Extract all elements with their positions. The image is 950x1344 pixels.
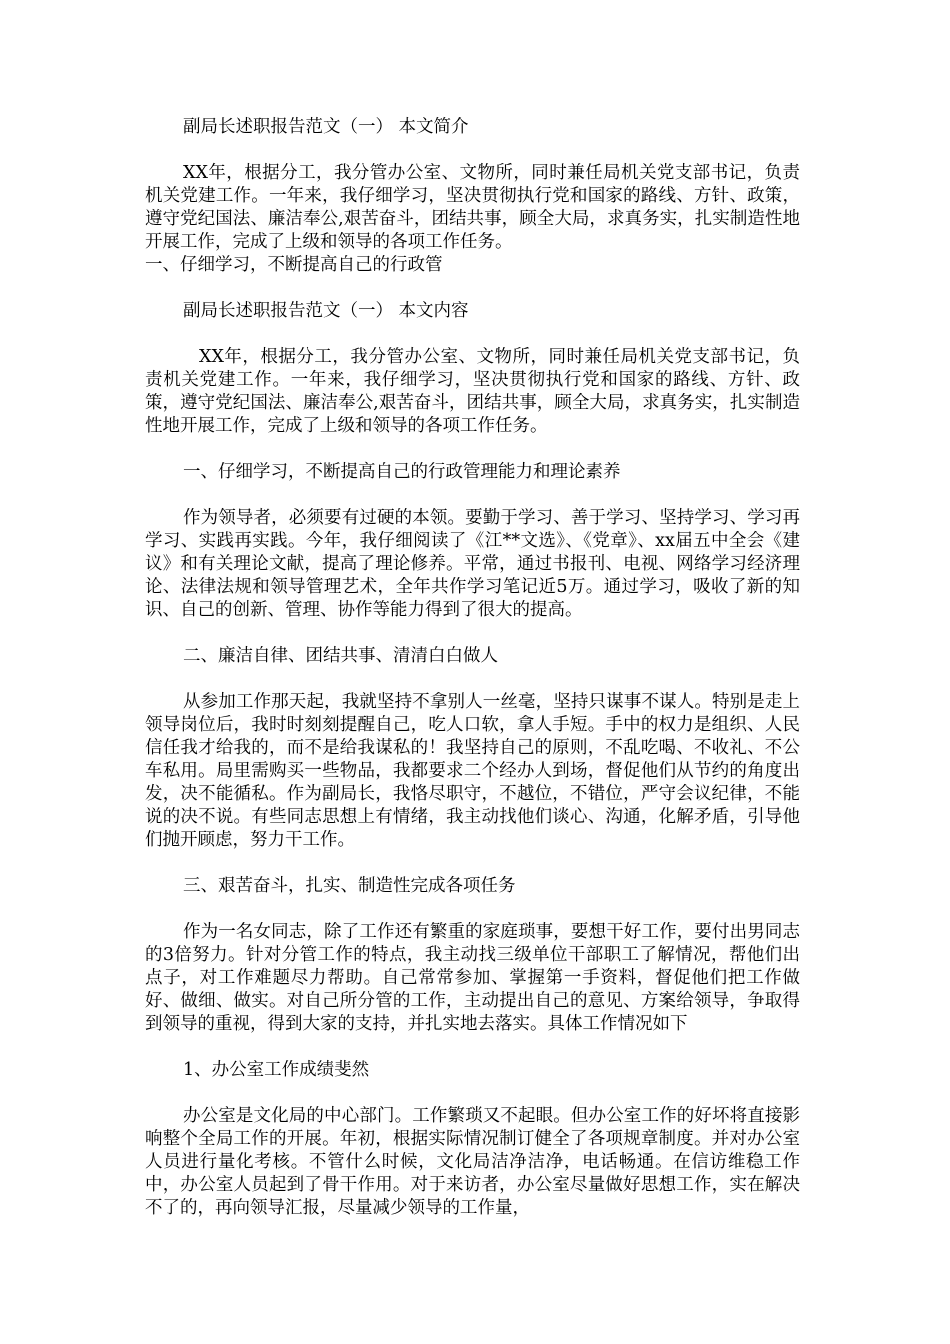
- sub1-body: 办公室是文化局的中心部门。工作繁琐又不起眼。但办公室工作的好坏将直接影响整个全局工作的开展。年初，根据实际情况制订健全了各项规章制度。并对办公室人员进行量化考核。不管什么时候，文化局洁净洁净，电话畅通。在信访维稳工作中，办公室人员起到了骨干作用。对于来访者，办公室尽量做好思想工作，实在解决不了的，再向领导汇报，尽量减少领导的工作量，: [145, 1106, 800, 1218]
- section3-body: 作为一名女同志，除了工作还有繁重的家庭琐事，要想干好工作，要付出男同志的3倍努力。针对分管工作的特点，我主动找三级单位干部职工了解情况，帮他们出点子，对工作难题尽力帮助。自己常常参加、掌握第一手资料，督促他们把工作做好、做细、做实。对自己所分管的工作，主动提出自己的意见、方案给领导，争取得到领导的重视，得到大家的支持，并扎实地去落实。具体工作情况如下: [145, 922, 800, 1034]
- section2-body: 从参加工作那天起，我就坚持不拿别人一丝毫，坚持只谋事不谋人。特别是走上领导岗位后，我时时刻刻提醒自己，吃人口软，拿人手短。手中的权力是组织、人民信任我才给我的，而不是给我谋私的！我坚持自己的原则，不乱吃喝、不收礼、不公车私用。局里需购买一些物品，我都要求二个经办人到场，督促他们从节约的角度出发，决不能循私。作为副局长，我恪尽职守，不越位，不错位，严守会议纪律，不能说的决不说。有些同志思想上有情绪，我主动找他们谈心、沟通，化解矛盾，引导他们抛开顾虑，努力干工作。: [145, 692, 800, 850]
- intro-title: 副局长述职报告范文（一） 本文简介: [183, 117, 469, 137]
- intro-tail: 一、仔细学习，不断提高自己的行政管: [145, 255, 443, 275]
- section1-heading: 一、仔细学习，不断提高自己的行政管理能力和理论素养: [183, 462, 621, 482]
- document-body: [145, 116, 800, 1220]
- section2-heading: 二、廉洁自律、团结共事、清清白白做人: [183, 646, 498, 666]
- content-paragraph: XX年，根据分工，我分管办公室、文物所，同时兼任局机关党支部书记，负责机关党建工作。一年来，我仔细学习，坚决贯彻执行党和国家的路线、方针、政策，遵守党纪国法、廉洁奉公,艰苦奋斗，团结共事，顾全大局，求真务实，扎实制造性地开展工作，完成了上级和领导的各项工作任务。: [145, 347, 800, 436]
- content-title: 副局长述职报告范文（一） 本文内容: [183, 301, 469, 321]
- sub1-heading: 1、办公室工作成绩斐然: [183, 1060, 370, 1080]
- intro-paragraph: XX年，根据分工，我分管办公室、文物所，同时兼任局机关党支部书记，负责机关党建工作。一年来，我仔细学习，坚决贯彻执行党和国家的路线、方针、政策，遵守党纪国法、廉洁奉公,艰苦奋斗，团结共事，顾全大局，求真务实，扎实制造性地开展工作，完成了上级和领导的各项工作任务。: [145, 163, 800, 252]
- section3-heading: 三、艰苦奋斗，扎实、制造性完成各项任务: [183, 876, 516, 896]
- section1-body: 作为领导者，必须要有过硬的本领。要勤于学习、善于学习、坚持学习、学习再学习、实践再实践。今年，我仔细阅读了《江**文选》、《党章》、xx届五中全会《建议》和有关理论文献，提高了理论修养。平常，通过书报刊、电视、网络学习经济理论、法律法规和领导管理艺术，全年共作学习笔记近5万。通过学习，吸收了新的知识、自己的创新、管理、协作等能力得到了很大的提高。: [145, 508, 800, 620]
